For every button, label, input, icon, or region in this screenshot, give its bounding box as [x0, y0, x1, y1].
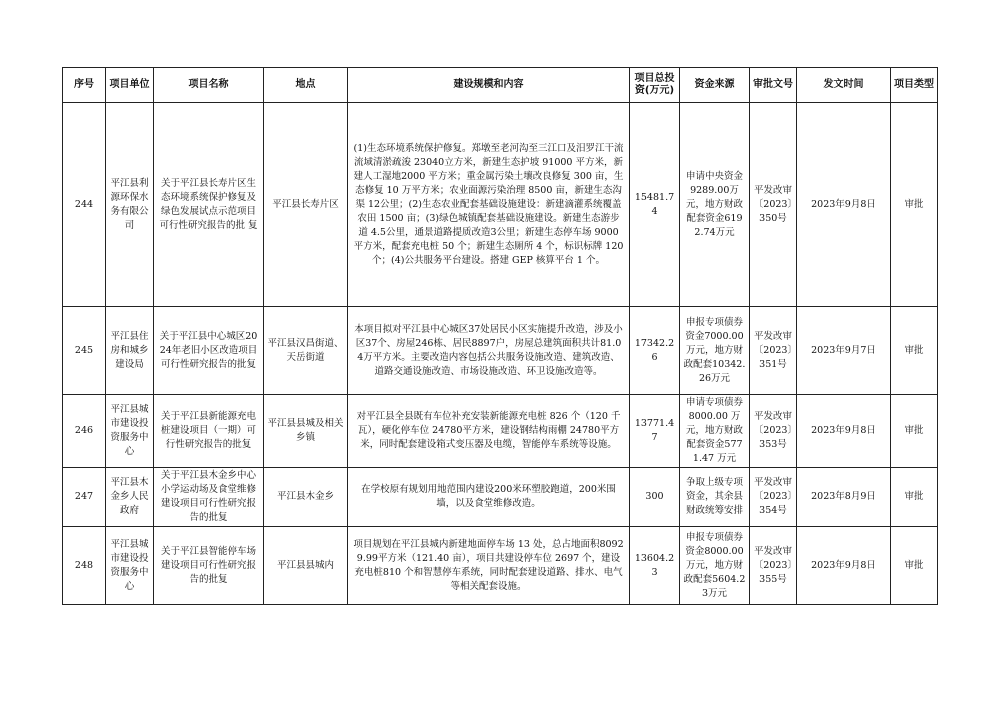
header-row	[63, 68, 938, 103]
cell-fund-source: 争取上级专项资金，其余县财政统筹安排	[680, 468, 750, 527]
cell-location: 平江县长寿片区	[264, 103, 348, 307]
table-row	[63, 468, 938, 527]
cell-location: 平江县县城及相关乡镇	[264, 395, 348, 468]
header-unit: 项目单位	[106, 68, 154, 103]
cell-issue-date: 2023年9月7日	[797, 307, 891, 395]
cell-location: 平江县汉昌街道、天岳街道	[264, 307, 348, 395]
cell-investment: 17342.26	[630, 307, 680, 395]
header-investment: 项目总投资(万元)	[630, 68, 680, 103]
header-type: 项目类型	[891, 68, 938, 103]
cell-investment: 15481.74	[630, 103, 680, 307]
cell-fund-source: 申请专项债券8000.00 万元，地方财政配套资金5771.47 万元	[680, 395, 750, 468]
cell-name: 关于平江县中心城区2024年老旧小区改造项目可行性研究报告的批复	[154, 307, 264, 395]
cell-unit: 平江县木金乡人民政府	[106, 468, 154, 527]
cell-unit: 平江县城市建设投资服务中心	[106, 527, 154, 605]
header-location: 地点	[264, 68, 348, 103]
cell-location: 平江县县城内	[264, 527, 348, 605]
cell-issue-date: 2023年8月9日	[797, 468, 891, 527]
cell-type: 审批	[891, 527, 938, 605]
header-seq: 序号	[63, 68, 106, 103]
cell-seq: 248	[63, 527, 106, 605]
cell-approval-no: 平发改审〔2023〕355号	[750, 527, 797, 605]
header-content: 建设规模和内容	[348, 68, 630, 103]
cell-content: 对平江县全县既有车位补充安装新能源充电桩 826 个（120 千瓦），硬化停车位 24780平方米，建设钢结构雨棚 24780平方米，同时配套建设箱式变压器及电缆，智能停车系统等设施。	[348, 395, 630, 468]
cell-type: 审批	[891, 395, 938, 468]
table-row	[63, 103, 938, 307]
cell-content: 在学校原有规划用地范围内建设200米环塑胶跑道，200米围墙，以及食堂维修改造。	[348, 468, 630, 527]
header-approval-no: 审批文号	[750, 68, 797, 103]
table-row	[63, 307, 938, 395]
cell-name: 关于平江县木金乡中心小学运动场及食堂维修建设项目可行性研究报告的批复	[154, 468, 264, 527]
cell-investment: 13771.47	[630, 395, 680, 468]
cell-name: 关于平江县新能源充电桩建设项目（一期）可行性研究报告的批复	[154, 395, 264, 468]
cell-unit: 平江县城市建设投资服务中心	[106, 395, 154, 468]
cell-content: (1)生态环境系统保护修复。郑墩至老河沟至三江口及汨罗江干流流域清淤疏浚 23040立方米，新建生态护坡 91000 平方米，新建人工湿地2000 平方米；重金属污染土壤改良修复 300 亩，生态修复 10 万平方米；农业面源污染治理 8500 亩，新建生态沟渠 12公里；(2)生态农业配套基础设施建设：新建滴灌系统覆盖农田 1500 亩；(3)绿色城镇配套基础设施建设。新建生态游步道 4.5公里，通景道路提质改造3公里；新建生态停车场 9000 平方米，配套充电桩 50 个；新建生态厕所 4 个，标识标牌 120 个；(4)公共服务平台建设。搭建 GEP 核算平台 1 个。	[348, 103, 630, 307]
header-fund-source: 资金来源	[680, 68, 750, 103]
cell-type: 审批	[891, 468, 938, 527]
cell-approval-no: 平发改审〔2023〕353号	[750, 395, 797, 468]
cell-location: 平江县木金乡	[264, 468, 348, 527]
header-issue-date: 发文时间	[797, 68, 891, 103]
table-row	[63, 395, 938, 468]
cell-unit: 平江县利源环保水务有限公司	[106, 103, 154, 307]
cell-seq: 244	[63, 103, 106, 307]
cell-seq: 246	[63, 395, 106, 468]
cell-investment: 300	[630, 468, 680, 527]
cell-name: 关于平江县智能停车场建设项目可行性研究报告的批复	[154, 527, 264, 605]
projects-table	[62, 67, 938, 605]
table-row	[63, 527, 938, 605]
cell-approval-no: 平发改审〔2023〕351号	[750, 307, 797, 395]
cell-issue-date: 2023年9月8日	[797, 527, 891, 605]
cell-approval-no: 平发改审〔2023〕354号	[750, 468, 797, 527]
cell-fund-source: 申报专项债券资金8000.00 万元，地方财政配套5604.23万元	[680, 527, 750, 605]
cell-issue-date: 2023年9月8日	[797, 103, 891, 307]
cell-seq: 247	[63, 468, 106, 527]
cell-fund-source: 申报专项债券资金7000.00万元，地方财政配套10342.26万元	[680, 307, 750, 395]
cell-type: 审批	[891, 307, 938, 395]
cell-content: 本项目拟对平江县中心城区37处居民小区实施提升改造，涉及小区37个、房屋246栋、居民8897户，房屋总建筑面积共计81.04万平方米。主要改造内容包括公共服务设施改造、建筑改造、道路交通设施改造、市场设施改造、环卫设施改造等。	[348, 307, 630, 395]
cell-unit: 平江县住房和城乡建设局	[106, 307, 154, 395]
header-name: 项目名称	[154, 68, 264, 103]
cell-type: 审批	[891, 103, 938, 307]
cell-approval-no: 平发改审〔2023〕350号	[750, 103, 797, 307]
cell-investment: 13604.23	[630, 527, 680, 605]
cell-fund-source: 申请中央资金9289.00万元，地方财政配套资金6192.74万元	[680, 103, 750, 307]
cell-name: 关于平江县长寿片区生态环境系统保护修复及绿色发展试点示范项目可行性研究报告的批 复	[154, 103, 264, 307]
cell-seq: 245	[63, 307, 106, 395]
cell-issue-date: 2023年9月8日	[797, 395, 891, 468]
cell-content: 项目规划在平江县城内新建地面停车场 13 处，总占地面积80929.99平方米（121.40 亩），项目共建设停车位 2697 个，建设充电桩810 个和智慧停车系统，同时配套建设道路、排水、电气等相关配套设施。	[348, 527, 630, 605]
